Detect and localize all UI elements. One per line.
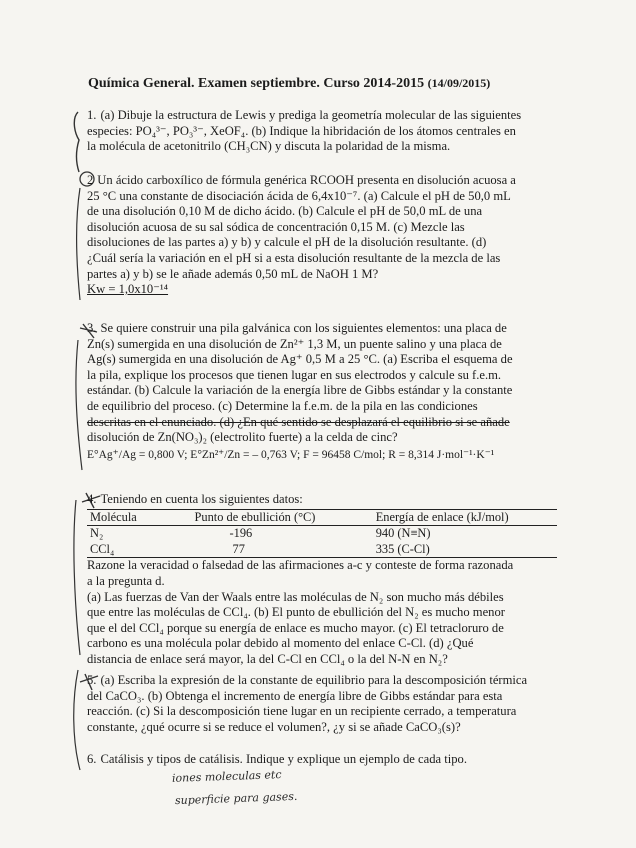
q2-line-7: partes a) y b) se le añade además 0,50 mL de NaOH 1 M? (87, 266, 379, 281)
q3-line-6: de equilibrio del proceso. (c) Determine la f.e.m. de la pila en las condiciones (87, 398, 478, 413)
q4-line-7: distancia de enlace será mayor, la del C-Cl en CCl₄ o la del N-N en N₂? (87, 651, 448, 666)
q3-line-8: disolución de Zn(NO₃)₂ (electrolito fuerte) a la celda de cinc? (87, 430, 398, 445)
q1-number: 1. (87, 108, 97, 122)
table-header: Energía de enlace (kJ/mol) (373, 509, 557, 526)
q2-line-4: disolución acuosa de su sal sódica de concentración 0,15 M. (c) Mezcle las (87, 219, 465, 234)
table-cell: CCl₄ (87, 542, 155, 558)
q4-line-2: a la pregunta d. (87, 573, 165, 588)
q5-line-4: constante, ¿qué ocurre si se reduce el volumen?, ¿y si se añade CaCO₃(s)? (87, 719, 461, 734)
exam-title (88, 76, 588, 92)
q2-number: 2 (87, 173, 94, 187)
table-cell: 77 (155, 542, 373, 558)
q4-line-4: que entre las moléculas de CCl₄. (b) El punto de ebullición del N₂ es mucho menor (87, 605, 505, 620)
q5-line-2: del CaCO₃. (b) Obtenga el incremento de energía libre de Gibbs estándar para esta (87, 688, 503, 703)
q4-line-5: que el del CCl₄ porque su energía de enlace es mucho mayor. (c) El tetracloruro de (87, 620, 504, 635)
table-row (87, 542, 557, 558)
q2-line-2: 25 °C una constante de disociación ácida de 6,4x10⁻⁷. (a) Calcule el pH de 50,0 mL (87, 188, 511, 203)
table-cell: 335 (C-Cl) (373, 542, 557, 558)
table-cell: N₂ (90, 526, 104, 541)
q3-line-7: descritas en el enunciado. (d) ¿En qué sentido se desplazará el equilibrio si se añade (87, 414, 510, 429)
q3-line-5: estándar. (b) Calcule la variación de la energía libre de Gibbs estándar y la constante (87, 383, 513, 398)
q3-line-2: Zn(s) sumergida en una disolución de Zn²⁺ 1,3 M, un puente salino y una placa de (87, 336, 502, 351)
table-cell: -196 (229, 526, 253, 541)
pen-bracket-1 (74, 112, 79, 172)
q3-number: 3. (87, 321, 97, 335)
q3-line-1: 3. Se quiere construir una pila galvánica con los siguientes elementos: una placa de (87, 321, 507, 335)
table-header: Punto de ebullición (°C) (155, 509, 373, 526)
table-cell: 940 (N≡N) (375, 526, 431, 541)
q2-line-5: disoluciones de las partes a) y b) y calcule el pH de la disolución resultante. (d) (87, 235, 487, 250)
q3-line-4: la pila, explique los procesos que tienen lugar en sus electrodos y calcule su f.e.m. (87, 367, 502, 382)
title-text: Química General. Examen septiembre. Curso 2014-2015 (88, 76, 425, 91)
table-header-row (87, 509, 557, 526)
q1-line-1: 1. (a) Dibuje la estructura de Lewis y prediga la geometría molecular de las siguientes (87, 108, 522, 122)
q5-line-3: reacción. (c) Si la descomposición tiene lugar en un recipiente cerrado, a temperatura (87, 704, 517, 719)
q1-line-2: especies: PO₄³⁻, PO₃³⁻, XeOF₄. (b) Indique la hibridación de los átomos centrales en (87, 123, 516, 138)
q1-line-3: la molécula de acetonitrilo (CH₃CN) y discuta la polaridad de la misma. (87, 139, 451, 154)
question-4 (87, 492, 559, 668)
question-3 (87, 321, 559, 463)
q6-line-1: 6. Catálisis y tipos de catálisis. Indique y explique un ejemplo de cada tipo. (87, 752, 467, 766)
question-6 (87, 752, 559, 768)
question-1 (87, 108, 559, 155)
table-header: Molécula (87, 509, 155, 526)
q4-intro: 4. Teniendo en cuenta los siguientes datos: (87, 492, 303, 506)
q5-line-1: 5. (a) Escriba la expresión de la constante de equilibrio para la descomposición térmica (87, 673, 528, 687)
pen-bracket-5 (74, 670, 80, 770)
q2-line-1: 2 Un ácido carboxílico de fórmula genérica RCOOH presenta en disolución acuosa a (87, 173, 516, 187)
pen-bracket-4 (74, 500, 80, 655)
question-5 (87, 673, 559, 735)
q2-line-6: ¿Cuál sería la variación en el pH si a esta disolución resultante de la mezcla de las (87, 250, 501, 265)
q6-number: 6. (87, 752, 97, 766)
properties-table (87, 509, 557, 559)
exam-date: (14/09/2015) (427, 76, 491, 90)
kw-constant: Kw = 1,0x10⁻¹⁴ (87, 282, 169, 297)
q4-line-3: (a) Las fuerzas de Van der Waals entre las moléculas de N₂ son mucho más débiles (87, 589, 504, 604)
pen-bracket-3 (76, 340, 82, 470)
handwritten-note-2: superficie para gases. (174, 789, 298, 808)
handwritten-note-1: iones moleculas etc (171, 768, 282, 785)
q2-line-3: de una disolución 0,10 M de dicho ácido. (b) Calcule el pH de 50,0 mL de una (87, 204, 483, 219)
q5-number: 5. (87, 673, 97, 687)
q3-line-3: Ag(s) sumergida en una disolución de Ag⁺ 0,5 M a 25 °C. (a) Escriba el esquema de (87, 352, 513, 367)
q4-line-1: Razone la veracidad o falsedad de las afirmaciones a-c y conteste de forma razonada (87, 558, 514, 573)
pen-bracket-2 (77, 188, 80, 300)
question-2 (87, 173, 559, 298)
q4-number: 4. (87, 492, 97, 506)
q4-line-6: carbono es una molécula polar debido al momento del enlace C-Cl. (d) ¿Qué (87, 636, 474, 651)
table-row (87, 526, 557, 542)
q3-constants: E°Ag⁺/Ag = 0,800 V; E°Zn²⁺/Zn = – 0,763 V; F = 96458 C/mol; R = 8,314 J·mol⁻¹·K⁻¹ (87, 448, 495, 461)
